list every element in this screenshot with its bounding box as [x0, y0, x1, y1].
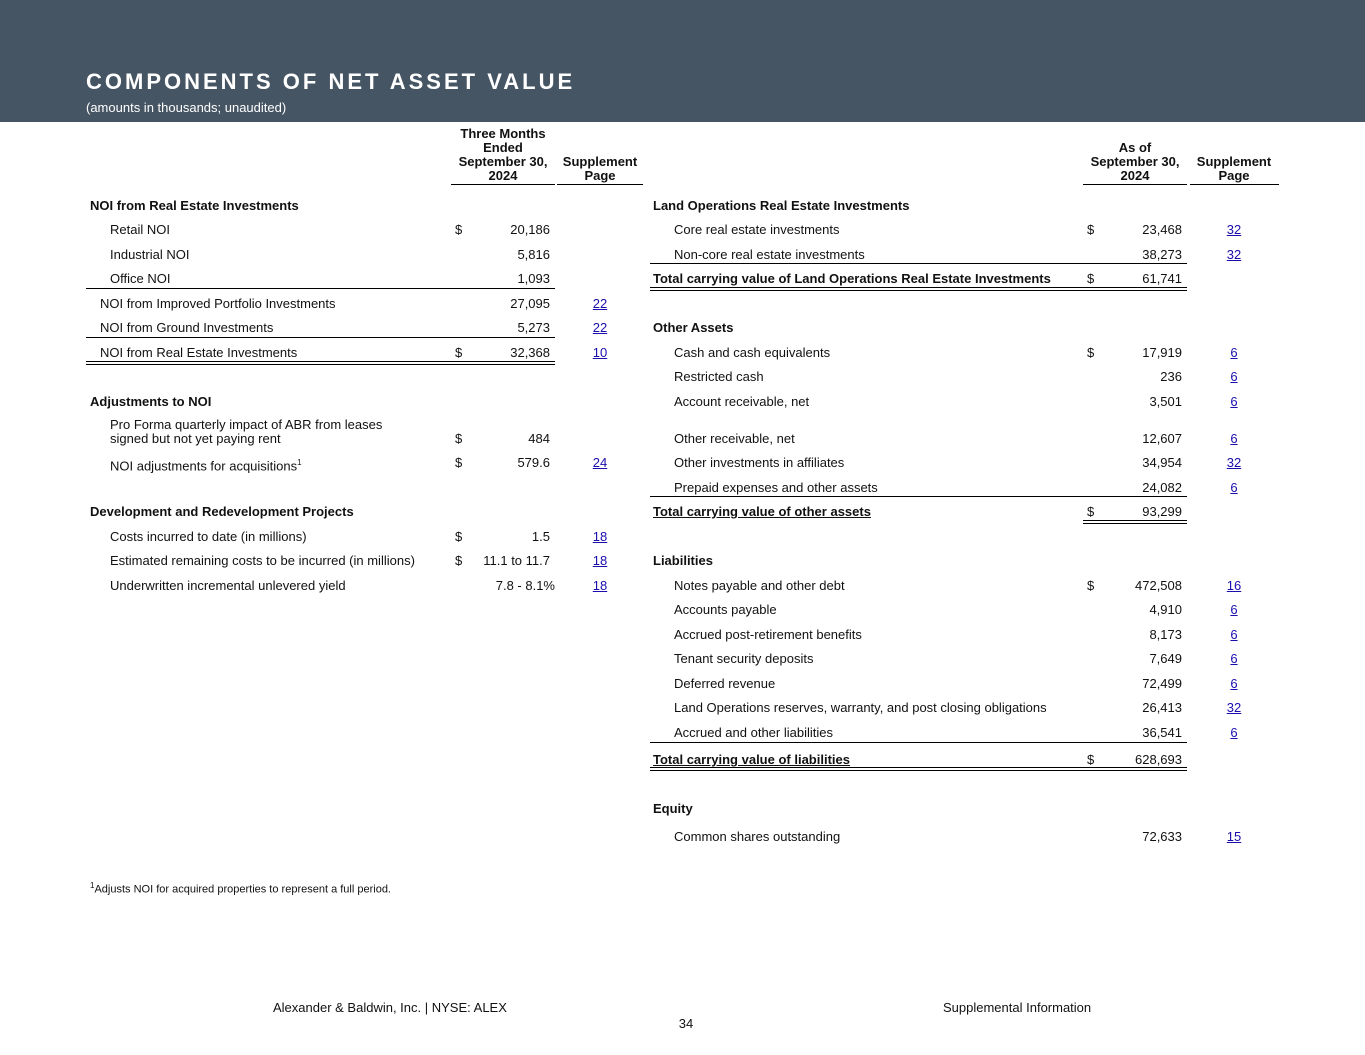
- row-value: 11.1 to 11.7: [483, 553, 550, 568]
- col-header-line: September 30,: [458, 154, 548, 169]
- row-label: Costs incurred to date (in millions): [110, 529, 307, 544]
- currency-symbol: $: [1087, 271, 1095, 286]
- footnote: [90, 881, 391, 896]
- row-value: 579.6: [517, 455, 550, 470]
- col-header-line: Three Months: [460, 126, 546, 141]
- row-label: NOI from Improved Portfolio Investments: [100, 296, 336, 311]
- row-value: 4,910: [1149, 602, 1182, 617]
- row-divider: [650, 496, 1187, 497]
- row-value: 472,508: [1135, 578, 1182, 593]
- row-label-total: Total carrying value of liabilities: [653, 752, 850, 767]
- row-value: 3,501: [1149, 394, 1182, 409]
- page-link[interactable]: 6: [1230, 345, 1238, 360]
- page-link[interactable]: 22: [592, 320, 608, 335]
- row-divider: [650, 263, 1187, 264]
- row-label-acquisitions: [110, 455, 302, 473]
- row-label: Notes payable and other debt: [674, 578, 845, 593]
- page-header-band: [0, 0, 1365, 122]
- total-double-underline: [650, 287, 1187, 291]
- row-value: 5,816: [517, 247, 550, 262]
- col-header-line: Supplement: [1196, 154, 1272, 169]
- row-value: 7.8 - 8.1%: [495, 578, 555, 593]
- row-value: 93,299: [1142, 504, 1182, 519]
- row-value: 61,741: [1142, 271, 1182, 286]
- row-value: 7,649: [1149, 651, 1182, 666]
- currency-symbol: $: [455, 222, 463, 237]
- page-link[interactable]: 6: [1230, 725, 1238, 740]
- row-label: Tenant security deposits: [674, 651, 814, 666]
- section-heading-equity: Equity: [653, 801, 693, 816]
- currency-symbol: $: [1087, 752, 1095, 767]
- row-label: Underwritten incremental unlevered yield: [110, 578, 346, 593]
- row-value: 1.5: [531, 529, 550, 544]
- page-link[interactable]: 6: [1230, 394, 1238, 409]
- col-header-line: 2024: [488, 168, 518, 183]
- row-value: 20,186: [510, 222, 550, 237]
- section-heading-other-assets: Other Assets: [653, 320, 734, 335]
- col-header-three-months: [452, 127, 554, 183]
- section-heading-liabilities: Liabilities: [653, 553, 713, 568]
- row-divider: [650, 742, 1187, 743]
- row-label: Non-core real estate investments: [674, 247, 865, 262]
- footer-page-number: 34: [678, 1016, 694, 1031]
- row-label: Prepaid expenses and other assets: [674, 480, 878, 495]
- page-link[interactable]: 32: [1226, 222, 1242, 237]
- header-underline: [557, 184, 643, 185]
- page-link[interactable]: 18: [592, 553, 608, 568]
- footer-company: Alexander & Baldwin, Inc. | NYSE: ALEX: [273, 1000, 507, 1015]
- row-value: 24,082: [1142, 480, 1182, 495]
- row-label: NOI from Ground Investments: [100, 320, 274, 335]
- row-label-total: Total carrying value of other assets: [653, 504, 871, 519]
- page-subtitle: (amounts in thousands; unaudited): [86, 100, 287, 115]
- row-value: 628,693: [1135, 752, 1182, 767]
- row-label: Cash and cash equivalents: [674, 345, 831, 360]
- currency-symbol: $: [1087, 222, 1095, 237]
- row-label: Office NOI: [110, 271, 171, 286]
- row-label: signed but not yet paying rent: [110, 431, 281, 446]
- row-value: 32,368: [510, 345, 550, 360]
- page-link[interactable]: 10: [592, 345, 608, 360]
- row-label: Other receivable, net: [674, 431, 795, 446]
- row-value: 8,173: [1149, 627, 1182, 642]
- footnote-marker: 1: [90, 881, 95, 890]
- page-link[interactable]: 6: [1230, 602, 1238, 617]
- page-link[interactable]: 32: [1226, 700, 1242, 715]
- currency-symbol: $: [1087, 578, 1095, 593]
- row-value: 26,413: [1142, 700, 1182, 715]
- footnote-marker: 1: [297, 458, 302, 467]
- row-label: Restricted cash: [674, 369, 764, 384]
- row-divider: [86, 337, 555, 338]
- row-value: 17,919: [1142, 345, 1182, 360]
- col-header-line: Supplement: [562, 154, 638, 169]
- page-link[interactable]: 6: [1230, 369, 1238, 384]
- page-link[interactable]: 15: [1226, 829, 1242, 844]
- footer-section: Supplemental Information: [943, 1000, 1092, 1015]
- row-label: Other investments in affiliates: [674, 455, 845, 470]
- footnote-text: Adjusts NOI for acquired properties to represent a full period.: [94, 883, 391, 896]
- row-value: 72,499: [1142, 676, 1182, 691]
- page-link[interactable]: 6: [1230, 676, 1238, 691]
- page-link[interactable]: 32: [1226, 455, 1242, 470]
- row-label: Deferred revenue: [674, 676, 776, 691]
- header-underline: [1190, 184, 1279, 185]
- row-label: Accrued and other liabilities: [674, 725, 833, 740]
- row-value: 38,273: [1142, 247, 1182, 262]
- row-label: Pro Forma quarterly impact of ABR from leases: [110, 417, 383, 432]
- row-value: 34,954: [1142, 455, 1182, 470]
- row-value: 23,468: [1142, 222, 1182, 237]
- row-label: Accounts payable: [674, 602, 777, 617]
- row-value: 27,095: [510, 296, 550, 311]
- row-divider: [86, 288, 555, 289]
- currency-symbol: $: [455, 553, 463, 568]
- row-label: Retail NOI: [110, 222, 170, 237]
- col-header-as-of: [1084, 141, 1186, 183]
- page-link[interactable]: 32: [1226, 247, 1242, 262]
- row-label: Core real estate investments: [674, 222, 840, 237]
- currency-symbol: $: [455, 345, 463, 360]
- row-label: NOI adjustments for acquisitions: [110, 458, 298, 474]
- page-title: COMPONENTS OF NET ASSET VALUE: [86, 69, 576, 94]
- section-heading-noi: NOI from Real Estate Investments: [90, 198, 299, 213]
- col-header-line: September 30,: [1090, 154, 1180, 169]
- section-heading-adjustments: Adjustments to NOI: [90, 394, 212, 409]
- page-link[interactable]: 18: [592, 529, 608, 544]
- total-double-underline: [650, 767, 1187, 771]
- row-label: Common shares outstanding: [674, 829, 841, 844]
- section-heading-development: Development and Redevelopment Projects: [90, 504, 354, 519]
- col-header-line: Ended: [483, 140, 523, 155]
- col-header-line: 2024: [1120, 168, 1150, 183]
- row-value: 1,093: [517, 271, 550, 286]
- col-header-supplement-page: [557, 155, 643, 183]
- page-link[interactable]: 6: [1230, 480, 1238, 495]
- currency-symbol: $: [1087, 345, 1095, 360]
- section-heading-land-ops: Land Operations Real Estate Investments: [653, 198, 910, 213]
- col-header-line: Page: [1218, 168, 1250, 183]
- row-value: 236: [1160, 369, 1182, 384]
- row-label-total: Total carrying value of Land Operations Real Estate Investments: [653, 271, 1051, 286]
- col-header-line: As of: [1118, 140, 1152, 155]
- page-link[interactable]: 18: [592, 578, 608, 593]
- header-underline: [451, 184, 555, 185]
- total-double-underline: [86, 361, 555, 365]
- currency-symbol: $: [455, 529, 463, 544]
- row-value: 36,541: [1142, 725, 1182, 740]
- header-underline: [1083, 184, 1187, 185]
- page-link[interactable]: 6: [1230, 431, 1238, 446]
- page-link[interactable]: 24: [592, 455, 608, 470]
- row-label: Land Operations reserves, warranty, and post closing obligations: [674, 700, 1047, 715]
- page-link[interactable]: 6: [1230, 627, 1238, 642]
- row-label: Industrial NOI: [110, 247, 190, 262]
- row-value: 12,607: [1142, 431, 1182, 446]
- total-double-underline: [1083, 520, 1187, 524]
- currency-symbol: $: [455, 455, 463, 470]
- row-value: 484: [528, 431, 550, 446]
- row-value: 72,633: [1142, 829, 1182, 844]
- row-label: Estimated remaining costs to be incurred (in millions): [110, 553, 415, 568]
- row-value: 5,273: [517, 320, 550, 335]
- row-label: Account receivable, net: [674, 394, 810, 409]
- page-link[interactable]: 16: [1226, 578, 1242, 593]
- currency-symbol: $: [455, 431, 463, 446]
- col-header-line: Page: [584, 168, 616, 183]
- page-link[interactable]: 22: [592, 296, 608, 311]
- col-header-supplement-page: [1190, 155, 1278, 183]
- page-link[interactable]: 6: [1230, 651, 1238, 666]
- row-label: Accrued post-retirement benefits: [674, 627, 862, 642]
- row-label: NOI from Real Estate Investments: [100, 345, 298, 360]
- currency-symbol: $: [1087, 504, 1095, 519]
